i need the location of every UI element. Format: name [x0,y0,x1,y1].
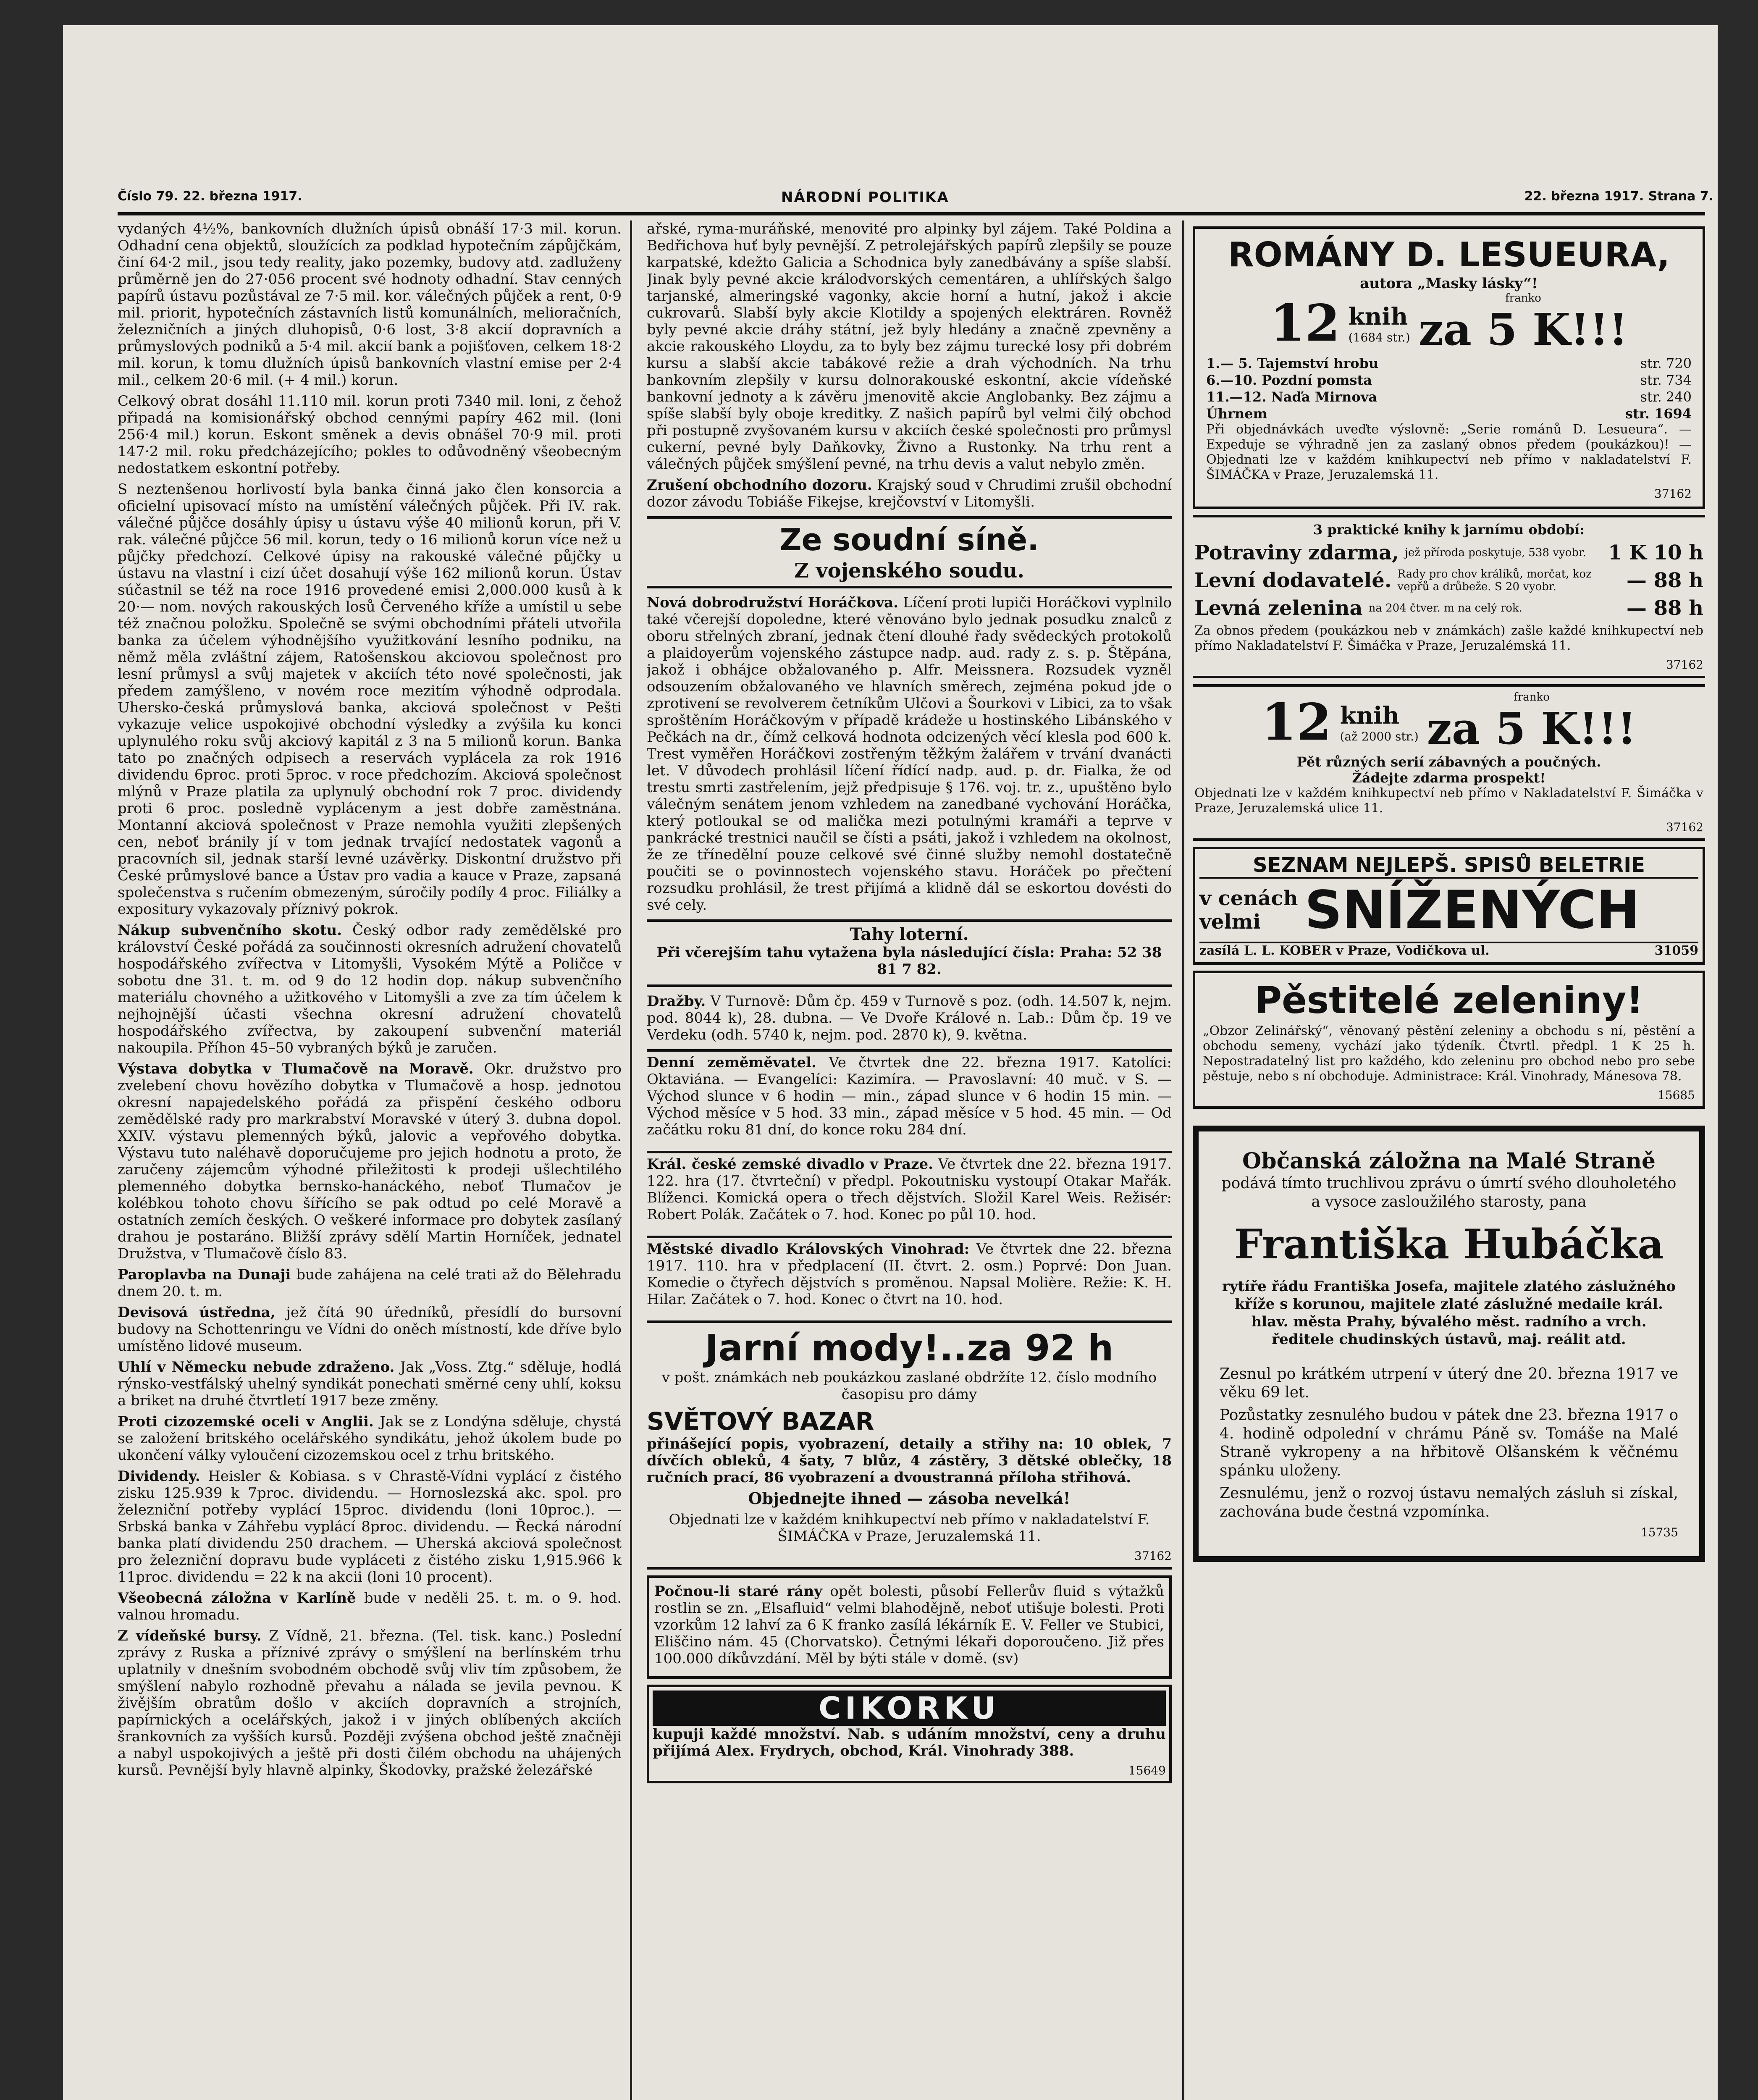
lottery-numbers: Při včerejším tahu vytažena byla následující čísla: Praha: 52 38 81 7 82. [656,944,1162,978]
book-desc: Rady pro chov králíků, morčat, koz vepřů a drůbeže. S 20 vyobr. [1397,568,1592,593]
section-subtitle: Z vojenského soudu. [794,559,1024,583]
book-row [1194,541,1703,564]
ad-code: 31059 [1654,943,1698,958]
theatre-box [647,1236,1172,1315]
news-lead: Paroplavba na Dunaji [118,1266,291,1283]
ad-lesueur [1193,226,1705,509]
news-item [118,1266,622,1300]
obituary-text: Zesnul po krátkém utrpení v úterý dne 20. března 1917 ve věku 69 let. [1220,1365,1678,1401]
ad-text: Při objednávkách uveďte výslovně: „Serie románů D. Lesueura“. — Expeduje se výhradně jen za zaslaný obnos předem (poukázkou)! — Objednati lze v každém knihkupectví neb přímo v nakladatelství F. ŠIMÁČKA v Praze, Jeruzalemská 11. [1206,422,1692,482]
ad-code: 15735 [1640,1525,1678,1539]
offer-pages: (až 2000 str.) [1340,729,1419,743]
ad-offer [1206,292,1692,355]
ad-footer [1199,942,1698,958]
ad-title: Jarní mody!..za 92 h [705,1327,1114,1369]
article-text: ařské, ryma-muráňské, menovité pro alpinky byl zájem. Také Poldina a Bedřichova huť byly pevnější. Z petrolejářských papírů zlepšily se pouze karpatské, kdežto Galicia a Schodnica byly zanedbávány a spíše slabší. Jinak byly pevné akcie králodvorských cementáren, a uhlířských šalgo tarjanské, almeringské vagonky, akcie horní a hutní, jakož i akcie cukrovarů. Slabší byly akcie Klotildy a spojených elektráren. Rovněž byly pevné akcie dráhy státní, jež byly hledány a značně zpevněny a akcie rakouského Lloydu, za to byly bez zájmu turecké losy při dobrém kursu a slabší akcie tabákové režie a drah východních. Na trhu bankovním zlepšily v kursu dolnorakouské eskontní, akcie vídeňské bankovní jednoty a k závěru jmenovitě akcie Anglobanky. Bez zájmu a spíše slabší byly oboje kreditky. Z našich papírů byl velmi čilý obchod při postupně zvyšovaném kursu v akciích české společnosti pro průmysl cukerní, pevné byly Daňkovky, Živno a Rustonky. Na trhu rent a válečných půjček smýšlení pevné, na trhu devis a valut nebylo změn. [647,220,1172,472]
obituary [1193,1126,1705,1562]
ad-elsafluid [647,1575,1172,1679]
column-divider [1182,220,1184,2100]
court-report [647,594,1172,914]
ad-title: 3 praktické knihy k jarnímu období: [1313,522,1585,538]
news-body: jež čítá 90 úředníků, přesídlí do bursovní budovy na Schottenringu ve Vídni do oněch místností, kde dříve bylo umístěno lidové museum. [118,1304,622,1354]
header-masthead: NÁRODNÍ POLITIKA [781,189,949,206]
ad-code: 15685 [1657,1088,1695,1102]
ad-text: Za obnos předem (poukázkou neb v známkách) zašle každé knihkupectví neb přímo Nakladatelství F. Šimáčka v Praze, Jeruzalémská 11. [1194,623,1703,653]
news-lead: Počnou-li staré rány [654,1583,822,1600]
news-body: bude zahájena na celé trati až do Bělehradu dnem 20. t. m. [118,1266,622,1300]
item-label: Úhrnem [1206,406,1267,422]
news-lead: Zrušení obchodního dozoru. [647,477,872,494]
offer-word: knih [1340,701,1400,730]
ad-code: 37162 [1666,658,1703,672]
ad-item-list [1206,355,1692,422]
ad-title: Pěstitelé zeleniny! [1254,979,1643,1022]
news-body: Jak se z Londýna sděluje, chystá se založení britského ocelářského syndikátu, jehož úkolem bude po ukončení války vyloučení cizozemskou ocel z trhu britského. [118,1413,622,1464]
news-item [647,993,1172,1043]
news-body: Krajský soud v Chrudimi zrušil obchodní dozor závodu Tobiáše Fikejse, krejčovství v Litomyšli. [647,477,1172,510]
obituary-text: Pozůstatky zesnulého budou v pátek dne 23. března 1917 o 4. hodině odpolední v chrámu Páně sv. Tomáše na Malé Straně vykropeny a na hřbitově Olšanském k věčnému spánku uloženy. [1220,1407,1678,1479]
header-rule [118,212,1705,215]
ad-book-list [1194,541,1703,620]
news-body: Jak „Voss. Ztg.“ sděluje, hodlá rýnsko-vestfálský uhelný syndikát ponechati směrné ceny uhlí, koksu a briket na druhé čtvrtletí 1917 beze změny. [118,1359,622,1409]
ad-text: velmi [1199,910,1261,934]
news-item [118,1590,622,1623]
item-value: str. 720 [1640,355,1692,371]
news-lead: Z vídeňské bursy. [118,1628,262,1644]
section-title: Tahy loterní. [850,924,969,944]
news-body: Český odbor rady zemědělské pro království České pořádá za součinnosti okresních adružení chovatelů hospodářského zvířectva v Litomyšli, Vysokém Mýtě a Poličce v sobotu dne 31. t. m. od 9 do 12 hodin dop. nákup subvenčního materiálu chovného a užitkového v Litomyšli a zve za tím účelem k nejhojnější účasti všechna okresní adružení chovatelů hospodářského zvířectva, by zakoupení subvenční materiál nakoupila. Příhon 45–50 vybraných býků je zaručen. [118,922,622,1056]
news-lead: Proti cizozemské oceli v Anglii. [118,1413,374,1430]
offer-pages: (1684 str.) [1348,330,1410,344]
offer-price: za 5 K!!! [1418,304,1628,355]
ad-text: „Obzor Zelinářský“, věnovaný pěstění zeleniny a obchodu s ní, pěstění a obchodu semeny, vychází jako týdeník. Čtvrtl. předpl. 1 K 25 h. Nepostradatelný list pro každého, kdo zeleninu pro obchod nebo pro sebe pěstuje, nebo s ní obchoduje. Administrace: Král. Vinohrady, Mánesova 78. [1203,1024,1695,1084]
news-item [118,1359,622,1409]
news-item [118,1413,622,1464]
book-title: Potraviny zdarma, [1194,541,1399,564]
news-body: Ve čtvrtek dne 22. března 1917. 110. hra v předplacení (II. čtvrt. 2. osm.) Poprvé: Don Juan. Komedie o čtyřech dějstvích s proměnou. Napsal Molière. Režie: K. H. Hilar. Začátek o 7. hod. Konec o čtvrt na 10. hod. [647,1241,1172,1308]
offer-count: 12 [1261,693,1332,752]
book-row [1194,568,1703,593]
news-item [118,1628,622,1779]
article-text: S neztenšenou horlivostí byla banka činná jako člen konsorcia a oficielní upisovací místo na umístění válečných půjček. Při IV. rak. válečné půjčce dosáhly úpisy u ústavu výše 40 milionů korun, při V. rak. válečné půjčce 56 mil. korun, tedy o 16 milionů korun více než u půjčky předchozí. Celkové úpisy na rakouské válečné půjčky u ústavu na vlastní i cizí účet dosahují výše 162 milionů korun. Ústav súčastnil se též na roce 1916 provedené emisi 2,000.000 kusů à k 20·— nom. nových rakouských losů Červeného kříže a umístil u sebe též značnou položku. Společně se svými obchodními přáteli utvořila banka za účelem výhodnějšího využitkování lesního podniku, na němž měla zvláštní zájem, Ratošenskou akciovou společnost pro lesní průmysl a svůj majetek v akciích této nové společnosti, jak předem zamýšleno, v novém roce mezitím výhodně odprodala. Uhersko-česká průmyslová banka, akciová společnost v Pešti vykazuje velice uspokojivé obchodní výsledky a zvýšila ku konci uplynulého roku svůj akciový kapitál z 3 na 5 milionů korun. Banka tato po značných odpisech a reservách vyplácela za rok 1916 dividendu 6proc. proti 5proc. v roce předchozím. Akciová společnost mlýnů v Praze platila za uplynulý obchodní rok 7 proc. dividendy proti 6 proc. posledně vyplácenym a jest dobře zaměstnána. Montanní akciová společnost v Praze nemohla využiti zlepšených cen, neboť bránily jí v tom jednak trvající nedostatek vagonů a pracovních sil, jednak starší levné uzávěrky. Diskontní družstvo při České průmyslové bance a Ústav pro vadia a kauce v Praze, zapsaná společenstva s ručením obmezeným, súročily podíly 4 proc. Filiálky a expositury vykazovaly příznivý pokrok. [118,481,622,918]
news-item [118,1304,622,1354]
header-left: Číslo 79. 22. března 1917. [118,189,302,204]
news-lead: Výstava dobytka v Tlumačově na Moravě. [118,1060,474,1077]
calendar-box [647,1049,1172,1145]
obituary-titles: rytíře řádu Františka Josefa, majitele zlatého záslužného kříže s korunou, majitele zlaté záslužné medaile král. hlav. města Prahy, bývalého měst. radního a vrch. ředitele chudinských ústavů, maj. reálit atd. [1222,1278,1676,1348]
news-body: V Turnově: Dům čp. 459 v Turnově s poz. (odh. 14.507 k, nejm. pod. 8044 k), 28. dubna. — Ve Dvoře Králové n. Lab.: Dům čp. 19 ve Verdeku (odh. 5740 k, nejm. pod. 2870 k), 9. května. [647,993,1172,1043]
column-2 [647,220,1172,2100]
book-desc: jež příroda poskytuje, 538 vyobr. [1404,546,1586,559]
newspaper-page [63,25,1718,2100]
section-lottery [647,919,1172,987]
obituary-institution: Občanská záložna na Malé Straně [1242,1148,1656,1174]
news-lead: Uhlí v Německu nebude zdraženo. [118,1359,395,1376]
theatre-box [647,1151,1172,1230]
ad-code: 37162 [1666,820,1703,834]
news-lead: Nová dobrodružství Horáčkova. [647,594,899,611]
offer-price: za 5 K!!! [1427,703,1637,754]
news-body: Líčení proti lupiči Horáčkovi vyplnilo také včerejší dopoledne, které věnováno bylo jednak posudku znalců z oboru střelných zbraní, jednak čtení dlouhé řady svědeckých protokolů a plaidoyerům vojenského zástupce nadp. aud. rady z. s. p. Štěpána, jakož i obhájce obžalovaného p. Alfr. Meissnera. Rozsudek vyzněl odsouzením obžalovaného ve hlavních směrech, zejména pokud jde o zprotivení se revolverem četníkům Ulčovi a Šourkovi v Libici, za to však sproštěním Horáčkovým v případě krádeže u hostinského Libánského v Pečkách na dr., čímž celková hodnota odcizených věcí klesla pod 600 k. Trest vyměřen Horáčkovi zostřeným těžkým žalářem v trvání dvanácti let. V důvodech prohlásil líčení řídící nadp. aud. p. dr. Fialka, že od trestu smrti zastřelením, jejž předpisuje § 176. voj. tr. z., upuštěno bylo válečným senátem jenom vzhledem na zanedbané vychování Horáčka, který potloukal se od malička mezi potulnými kramáři a teprve v pankrácké trestnici naučil se čísti a psáti, jakož i vzhledem na okolnost, že ze třínedělní pouze celkové své činné služby nemohl dostatečně poučiti se o povinnostech vojenského stavu. Horáček po přečtení rozsudku prohlásil, že trest přijímá a klidně dál se eskortou dovésti do své cely. [647,594,1172,914]
book-title: Levná zelenina [1194,596,1363,620]
ad-kober [1193,847,1705,965]
ad-text: zasílá L. L. KOBER v Praze, Vodičkova ul. [1199,943,1490,958]
ad-zelinar [1193,971,1705,1109]
item-label: 11.—12. Naďa Mirnova [1206,389,1378,405]
ad-cikorka [647,1685,1172,1783]
obituary-name: Františka Hubáčka [1234,1221,1664,1268]
ad-code: 37162 [1134,1549,1172,1563]
ad-text: Objednati lze v každém knihkupectví neb přímo v Nakladatelství F. Šimáčka v Praze, Jeruzalemská ulice 11. [1194,786,1703,816]
ad-body [1199,879,1698,942]
offer-franko: franko [1505,292,1541,304]
ad-title: ROMÁNY D. LESUEURA, [1228,235,1670,274]
book-title: Levní dodavatelé. [1194,569,1392,592]
ad-text: přinášející popis, vyobrazení, detaily a střihy na: 10 oblek, 7 dívčích obleků, 4 šaty, 7 blůz, 4 zástěry, 3 dětské oblečky, 18 ručních prací, 86 vyobrazení a dvoustranná příloha střihová. [647,1436,1172,1486]
article-text: vydaných 4½%, bankovních dlužních úpisů obnáší 17·3 mil. korun. Odhadní cena objektů, sloužících za podklad hypotečním zápůjčkám, činí 64·2 mil., jsou tedy reality, jako pozemky, budovy atd. zadluženy průměrně jen do 27·056 procent své hodnoty odhadní. Stav cenných papírů ústavu pozůstával ze 7·5 mil. kor. válečných půjček a rent, 0·9 mil. priorit, hypotečních zástavních listů komunálních, melioračních, železničních a jiných dluhopisů, 0·6 lost, 3·8 akcií dopravních a průmyslových podniků a 5·4 mil. akcií bank a pojišťoven, celkem 18·2 mil. korun, k tomu dlužních úpisů bankovních vlastní emise per 2·4 mil., celkem 20·6 mil. (+ 4 mil.) korun. [118,220,622,388]
section-court [647,516,1172,588]
offer-franko: franko [1514,691,1550,704]
ad-big-word: SNÍŽENÝCH [1304,880,1640,940]
column-3 [1193,220,1705,2100]
news-lead: Dividendy. [118,1468,200,1485]
ad-code: 37162 [1654,487,1692,501]
news-item [647,477,1172,510]
ad-title: SEZNAM NEJLEPŠ. SPISŮ BELETRIE [1199,853,1698,879]
offer-count: 12 [1270,294,1340,353]
news-lead: Král. české zemské divadlo v Praze. [647,1156,933,1173]
news-body: Ve čtvrtek dne 22. března 1917. 122. hra (17. čtvrteční) v předpl. Pokoutnisku vystoupí Otakar Mařák. Blíženci. Komická opera o třech dějstvích. Složil Karel Weis. Režisér: Robert Polák. Začátek o 7. hod. Konec po půl 10. hod. [647,1156,1172,1223]
ad-subtitle: autora „Masky lásky“! [1360,275,1538,292]
column-divider [630,220,632,2100]
article-text: Celkový obrat dosáhl 11.110 mil. korun proti 7340 mil. loni, z čehož připadá na komisionářský obchod cennými papíry 462 mil. (loni 256·4 mil.) korun. Eskont směnek a devis obnášel 70·9 mil. proti 147·2 mil. roku předcházejícího; pokles to odůvodněný všeobecným nedostatkem eskontní potřeby. [118,393,622,477]
news-lead: Denní zeměměvatel. [647,1054,816,1071]
news-body: opět bolesti, působí Fellerův fluid s výtažků rostlin se zn. „Elsafluid“ velmi blahodějně, neboť utišuje bolesti. Proti vzorkům 12 lahví za 6 K franko zasílá lékárník E. V. Feller ve Stubici, Eliščino nám. 45 (Chorvatsko). Četnými lékaři doporoučeno. Již přes 100.000 díkůvzdání. Měl by býti stále v domě. (sv) [654,1583,1165,1667]
book-price: — 88 h [1626,569,1703,592]
ad-offer [1194,691,1703,754]
ad-title: CIKORKU [653,1690,1166,1726]
news-body: Ve čtvrtek dne 22. března 1917. Katolíci: Oktaviána. — Evangelíci: Kazimíra. — Pravoslavní: 40 muč. v S. — Východ slunce v 6 hodin — min., západ slunce v 6 hodin 15 min. — Východ měsíce v 5 hod. 33 min., západ měsíce v 5 hod. 45 min. — Od začátku roku 81 dní, do konce roku 284 dní. [647,1054,1172,1138]
ad-subtitle: Pět různých serií zábavných a poučných. [1296,754,1601,770]
item-label: 6.—10. Pozdní pomsta [1206,372,1372,388]
ad-list-item [1206,355,1692,372]
news-body: Heisler & Kobiasa. s v Chrastě-Vídni vyplácí z čistého zisku 125.939 k 7proc. dividendu. — Hornoslezská akc. spol. pro železniční potřeby vyplácí 15proc. dividendu (loni 10proc.). — Srbská banka v Záhřebu vyplácí 8proc. dividendu. — Řecká národní banka platí dividendu 250 drachem. — Uherská akciová společnost pro železniční dopravu bude vypláceti z čistého zisku 1,915.966 k 11proc. dividendu = 22 k na akcii (loni 10 procent). [118,1468,622,1586]
book-price: — 88 h [1626,596,1703,620]
ad-text: v cenách [1199,887,1298,910]
item-value: str. 240 [1640,389,1692,405]
news-item [118,922,622,1056]
ad-brand: SVĚTOVÝ BAZAR [647,1407,874,1436]
ad-text: v pošt. známkách neb poukázkou zaslané obdržíte 12. číslo modního časopisu pro dámy [661,1369,1157,1403]
ad-list-item [1206,372,1692,388]
news-lead: Devisová ústředna, [118,1304,276,1321]
news-item [118,1468,622,1586]
header-right: 22. března 1917. Strana 7. [1524,189,1713,204]
ad-12-books [1193,684,1705,841]
news-lead: Dražby. [647,993,706,1010]
page-header [118,189,1713,214]
news-lead: Nákup subvenčního skotu. [118,922,342,939]
item-value: str. 1694 [1625,406,1692,422]
news-lead: Městské divadlo Královských Vinohrad: [647,1241,970,1257]
ad-code: 15649 [1128,1764,1166,1777]
ad-cta: Objednejte ihned — zásoba nevelká! [748,1489,1071,1508]
news-lead: Všeobecná záložna v Karlíně [118,1590,356,1606]
ad-list-item [1206,405,1692,422]
ad-jarni-mody [647,1320,1172,1570]
news-body: bude v neděli 25. t. m. o 9. hod. valnou hromadu. [118,1590,622,1623]
item-label: 1.— 5. Tajemství hrobu [1206,355,1379,371]
ad-subtitle: Žádejte zdarma prospekt! [1352,770,1546,786]
ad-list-item [1206,388,1692,405]
news-body: Z Vídně, 21. března. (Tel. tisk. kanc.) Poslední zprávy z Ruska a příznivé zprávy o smýšlení na berlínském trhu uplatnily v dnešním svobodném obchodě svůj vliv tím způsobem, že smýšlení nabylo rozhodně převahu a nálada se jevila pevnou. K živějším obratům došlo v akciích dopravních a strojních, papírnických a ocelářských, jakož i v jiných oblíbených akciích šrankovních za vyšších kursů. Později zvýšena obchod ještě značněji a nabyl uspokojivých a ještě při dosti čilém obchodu na uhájených kursů. Pevnější byly hlavně alpinky, Škodovky, pražské železářské [118,1628,622,1779]
obituary-text: Zesnulému, jenž o rozvoj ústavu nemalých zásluh si získal, zachována bude čestná vzpomínka. [1220,1485,1678,1520]
book-row [1194,596,1703,620]
column-1 [118,220,622,2100]
offer-word: knih [1348,302,1408,331]
obituary-text: podává tímto truchlivou zprávu o úmrtí svého dlouholetého a vysoce zasloužilého starosty, pana [1221,1175,1677,1210]
news-item [118,1060,622,1262]
book-price: 1 K 10 h [1608,541,1703,564]
book-desc: na 204 čtver. m na celý rok. [1368,602,1522,614]
ad-text: Objednati lze v každém knihkupectví neb přímo v nakladatelství F. ŠIMÁČKA v Praze, Jeruzalemská 11. [669,1511,1150,1545]
news-body: Okr. družstvo pro zvelebení chovu hovězího dobytka v Tlumačově a hosp. jednotou okresní napajedelského pořádá za přispění českého odboru zemědělské rady pro markrabství Moravské v úterý 3. dubna dopol. XXIV. výstavu plemenných býků, jalovic a vepřového dobytka. Výstavu tuto naléhavě doporučujeme pro jejich hodnotu a proto, že zaručeny zájemcům výhodné přiležitosti k prodeji ušlechtilého plemenného dobytka bernsko-hanáckého, neboť Tlumačov je kolébkou tohoto chovu šířícího se pak odtud po celé Moravě a ostatních zemích českých. O veškeré informace pro dobytek zasílaný drahou je postaráno. Bližší zprávy sdělí Martin Horníček, jednatel Družstva, v Tlumačově číslo 83. [118,1060,622,1262]
item-value: str. 734 [1640,372,1692,388]
section-title: Ze soudní síně. [779,522,1039,557]
ad-text: kupuji každé množství. Nab. s udáním množství, ceny a druhu přijímá Alex. Frydrych, obchod, Král. Vinohrady 388. [653,1726,1166,1759]
ad-practical-books [1193,515,1705,678]
